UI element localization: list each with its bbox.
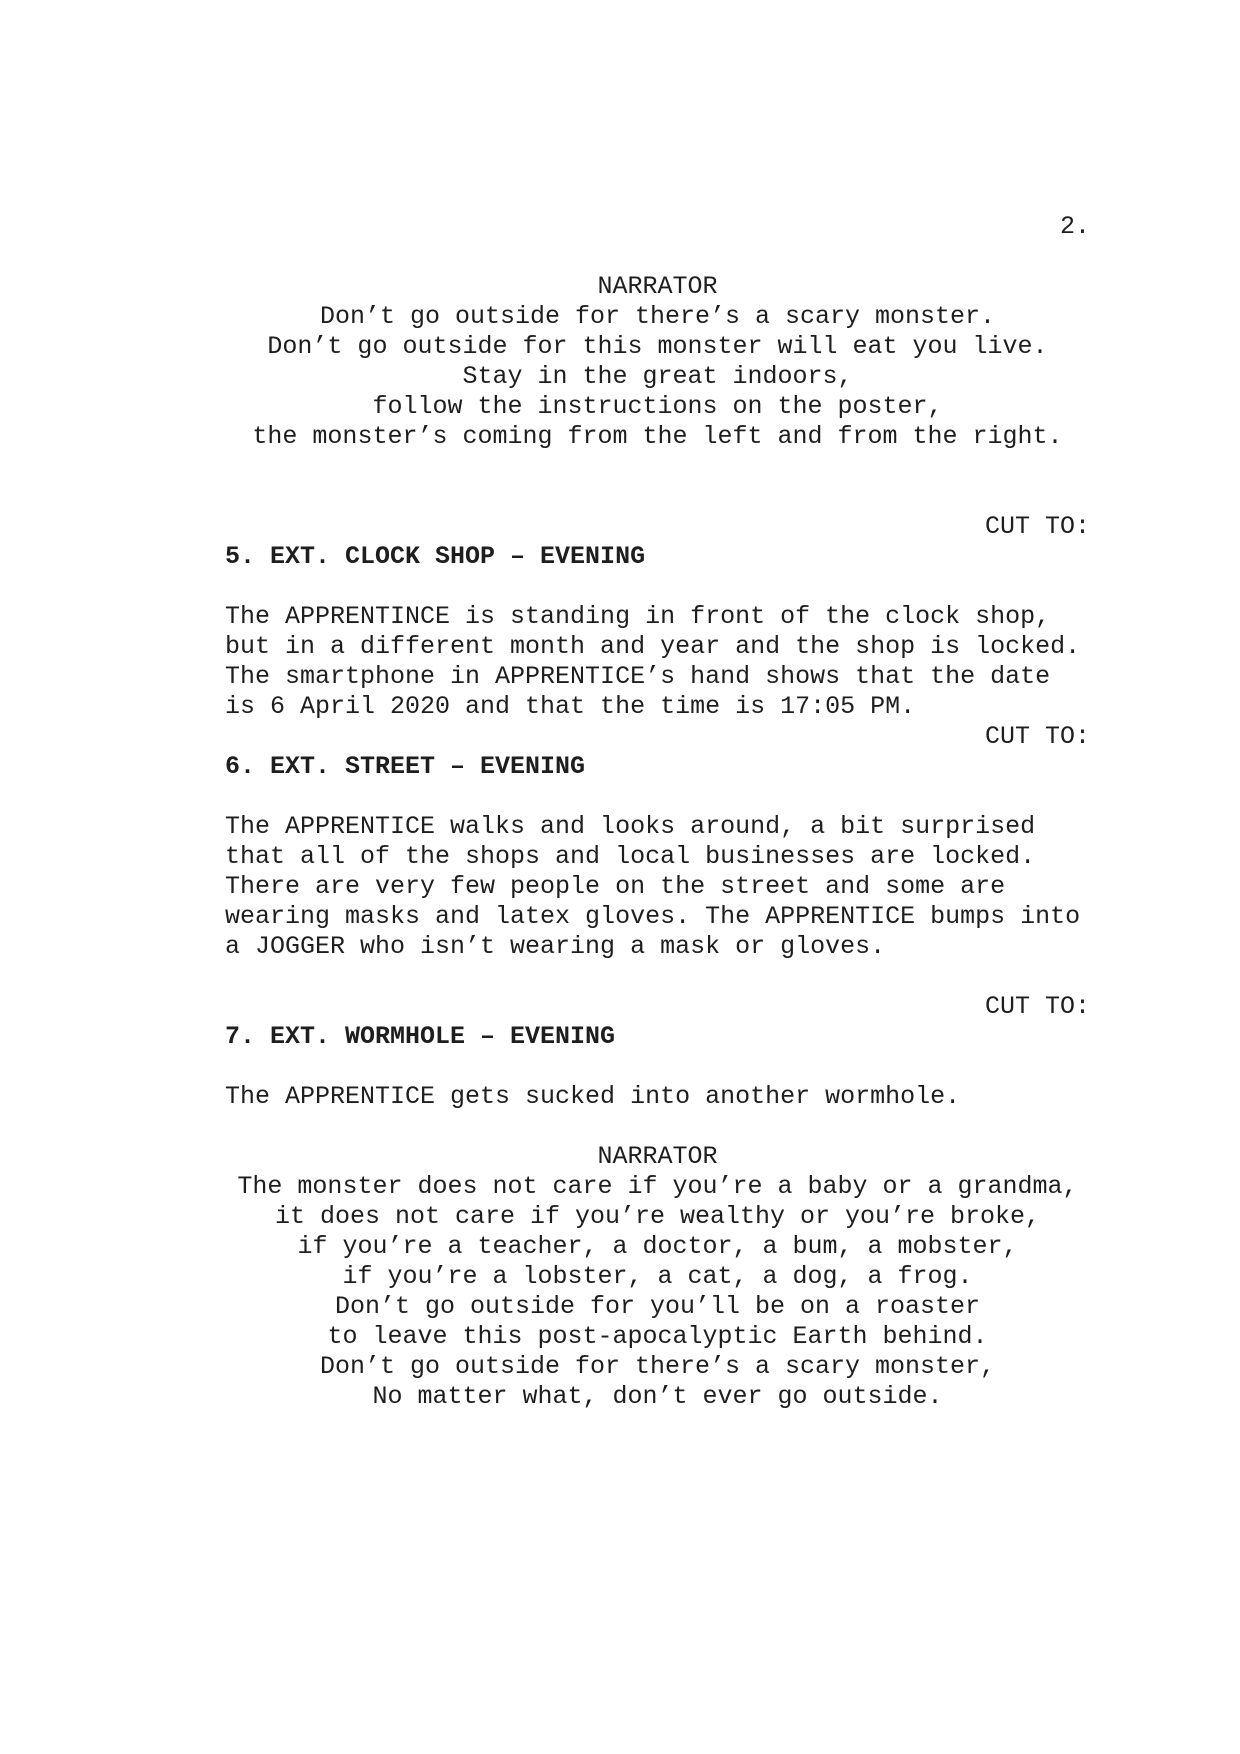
dialogue-line: if you’re a lobster, a cat, a dog, a frog. [342,1262,973,1291]
dialogue-line: if you’re a teacher, a doctor, a bum, a mobster, [297,1232,1018,1261]
dialogue-line: Don’t go outside for there’s a scary monster. [319,302,996,331]
character-cue: NARRATOR [597,272,718,301]
scene-heading-7: 7. EXT. WORMHOLE – EVENING [225,1022,616,1051]
dialogue-line: Don’t go outside for there’s a scary monster, [319,1352,996,1381]
dialogue-line: it does not care if you’re wealthy or you’re broke, [274,1202,1041,1231]
page-content [225,212,1090,1412]
dialogue-line: Don’t go outside for you’ll be on a roaster [334,1292,981,1321]
scene-7-action [225,1082,1090,1112]
character-cue: NARRATOR [597,1142,718,1171]
scene-6-action [225,812,1090,962]
dialogue-line: Stay in the great indoors, [462,362,853,391]
action-line: The APPRENTINCE is standing in front of the clock shop, [225,602,1051,631]
page-number: 2. [1059,212,1090,241]
transition-cut-to: CUT TO: [984,512,1090,541]
scene-heading-6: 6. EXT. STREET – EVENING [225,752,586,781]
dialogue-line: the monster’s coming from the left and from the right. [252,422,1063,451]
narrator-block-2 [225,1142,1090,1412]
dialogue-line: follow the instructions on the poster, [372,392,943,421]
dialogue-line: Don’t go outside for this monster will eat you live. [267,332,1048,361]
narrator-block-1 [225,272,1090,452]
action-line: The APPRENTICE walks and looks around, a bit surprised [225,812,1036,841]
action-line: a JOGGER who isn’t wearing a mask or gloves. [225,932,886,961]
dialogue-line: The monster does not care if you’re a baby or a grandma, [237,1172,1078,1201]
transition-cut-to: CUT TO: [984,992,1090,1021]
dialogue-line: No matter what, don’t ever go outside. [372,1382,943,1411]
action-line: There are very few people on the street and some are [225,872,1006,901]
action-line: The APPRENTICE gets sucked into another wormhole. [225,1082,961,1111]
dialogue-line: to leave this post-apocalyptic Earth behind. [327,1322,988,1351]
action-line: wearing masks and latex gloves. The APPRENTICE bumps into [225,902,1081,931]
action-line: that all of the shops and local businesses are locked. [225,842,1036,871]
scene-5-action [225,602,1090,722]
scene-heading-5: 5. EXT. CLOCK SHOP – EVENING [225,542,646,571]
action-line: The smartphone in APPRENTICE’s hand shows that the date [225,662,1051,691]
action-line: is 6 April 2020 and that the time is 17:05 PM. [225,692,916,721]
transition-cut-to: CUT TO: [984,722,1090,751]
action-line: but in a different month and year and the shop is locked. [225,632,1081,661]
